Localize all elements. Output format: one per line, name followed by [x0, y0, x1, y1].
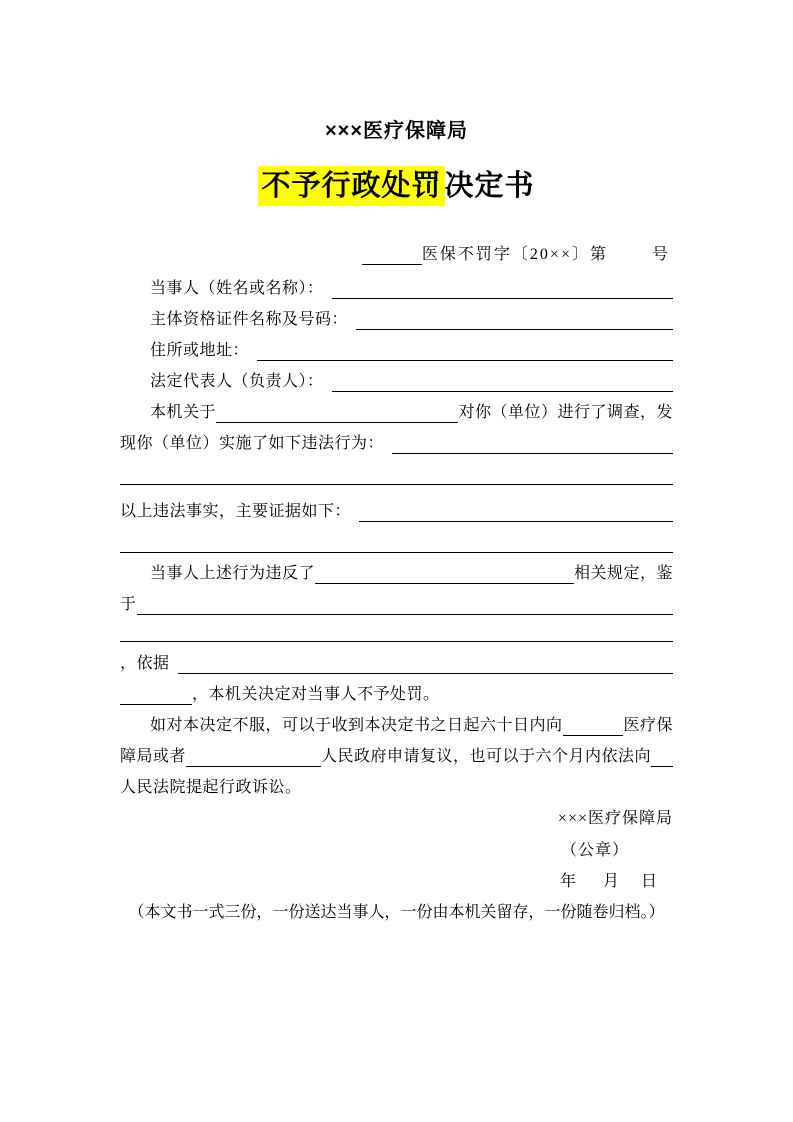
blank-government-level[interactable]	[186, 746, 321, 767]
appeal-text-2: 医疗保	[623, 717, 673, 734]
field-address-label: 住所或地址：	[150, 342, 250, 359]
investigation-line-2	[120, 423, 673, 454]
blank-doc-number-prefix[interactable]	[362, 244, 422, 265]
title-rest: 决定书	[444, 170, 535, 202]
blank-review-authority[interactable]	[563, 715, 624, 736]
blank-violated-provisions[interactable]	[315, 563, 574, 584]
violation-line2-prefix: 于	[120, 596, 137, 613]
violation-line-2	[120, 584, 673, 615]
violation-text-before: 当事人上述行为违反了	[150, 565, 316, 582]
footer-note: （本文书一式三份，一份送达当事人，一份由本机关留存，一份随卷归档。）	[128, 904, 665, 921]
field-certificate	[120, 299, 673, 330]
document-title	[0, 167, 793, 205]
blank-line-row-2	[120, 522, 673, 553]
investigation-line-1	[120, 392, 673, 423]
field-party-name	[120, 268, 673, 299]
evidence-line	[120, 491, 673, 522]
field-address	[120, 330, 673, 361]
document-body	[120, 234, 673, 923]
doc-number-label: 医保不罚字〔20××〕第	[421, 246, 608, 263]
decision-statement: ，本机关决定对当事人不予处罚。	[192, 686, 440, 703]
appeal-text-5: 人民法院提起行政诉讼。	[120, 779, 302, 796]
signature-org: ×××医疗保障局	[557, 810, 673, 827]
date-day-label: 日	[640, 873, 658, 890]
investigation-text-line2: 现你（单位）实施了如下违法行为：	[120, 435, 385, 452]
field-legal-representative-label: 法定代表人（负责人）：	[150, 373, 324, 390]
doc-number-suffix: 号	[651, 246, 670, 263]
appeal-line-1	[120, 705, 673, 736]
signature-seal-line	[120, 830, 673, 861]
decision-basis-line-2	[120, 674, 673, 705]
blank-legal-representative[interactable]	[332, 371, 673, 392]
blank-address[interactable]	[257, 340, 673, 361]
blank-court-name[interactable]	[651, 746, 673, 767]
appeal-line-3	[120, 767, 673, 798]
field-party-name-label: 当事人（姓名或名称）：	[150, 280, 324, 297]
appeal-text-4: 人民政府申请复议，也可以于六个月内依法向	[321, 748, 652, 765]
evidence-label: 以上违法事实，主要证据如下：	[120, 503, 352, 520]
blank-certificate[interactable]	[356, 309, 673, 330]
decision-basis-prefix: ，依据	[120, 655, 170, 672]
field-legal-representative	[120, 361, 673, 392]
investigation-text-after: 对你（单位）进行了调查，发	[458, 404, 673, 421]
decision-basis-line-1	[120, 643, 673, 674]
field-certificate-label: 主体资格证件名称及号码：	[150, 311, 349, 328]
org-header: ×××医疗保障局	[324, 120, 469, 142]
appeal-text-3: 障局或者	[120, 748, 187, 765]
blank-evidence-continued[interactable]	[120, 532, 673, 553]
blank-consideration-continued[interactable]	[120, 621, 673, 642]
appeal-line-2	[120, 736, 673, 767]
appeal-text-1: 如对本决定不服，可以于收到本决定书之日起六十日内向	[150, 717, 563, 734]
blank-legal-basis-continued[interactable]	[120, 684, 192, 705]
blank-line-row-1	[120, 454, 673, 485]
signature-org-line	[120, 798, 673, 829]
blank-case-matter[interactable]	[216, 402, 458, 423]
signature-seal: （公章）	[560, 842, 629, 859]
date-month-label: 月	[602, 873, 620, 890]
date-year-label: 年	[559, 873, 577, 890]
signature-date-line	[120, 861, 673, 892]
blank-legal-basis[interactable]	[178, 653, 673, 674]
footer-note-line	[120, 892, 673, 923]
blank-line-row-3	[120, 611, 673, 642]
blank-illegal-acts-continued[interactable]	[120, 464, 673, 485]
blank-party-name[interactable]	[332, 278, 673, 299]
title-highlight: 不予行政处罚	[258, 166, 444, 206]
blank-evidence[interactable]	[359, 501, 673, 522]
blank-consideration[interactable]	[137, 594, 673, 615]
violation-line-1	[120, 553, 673, 584]
violation-text-after: 相关规定，鉴	[573, 565, 673, 582]
investigation-text-before: 本机关于	[150, 404, 217, 421]
blank-illegal-acts[interactable]	[392, 433, 673, 454]
doc-number-line	[120, 234, 673, 265]
